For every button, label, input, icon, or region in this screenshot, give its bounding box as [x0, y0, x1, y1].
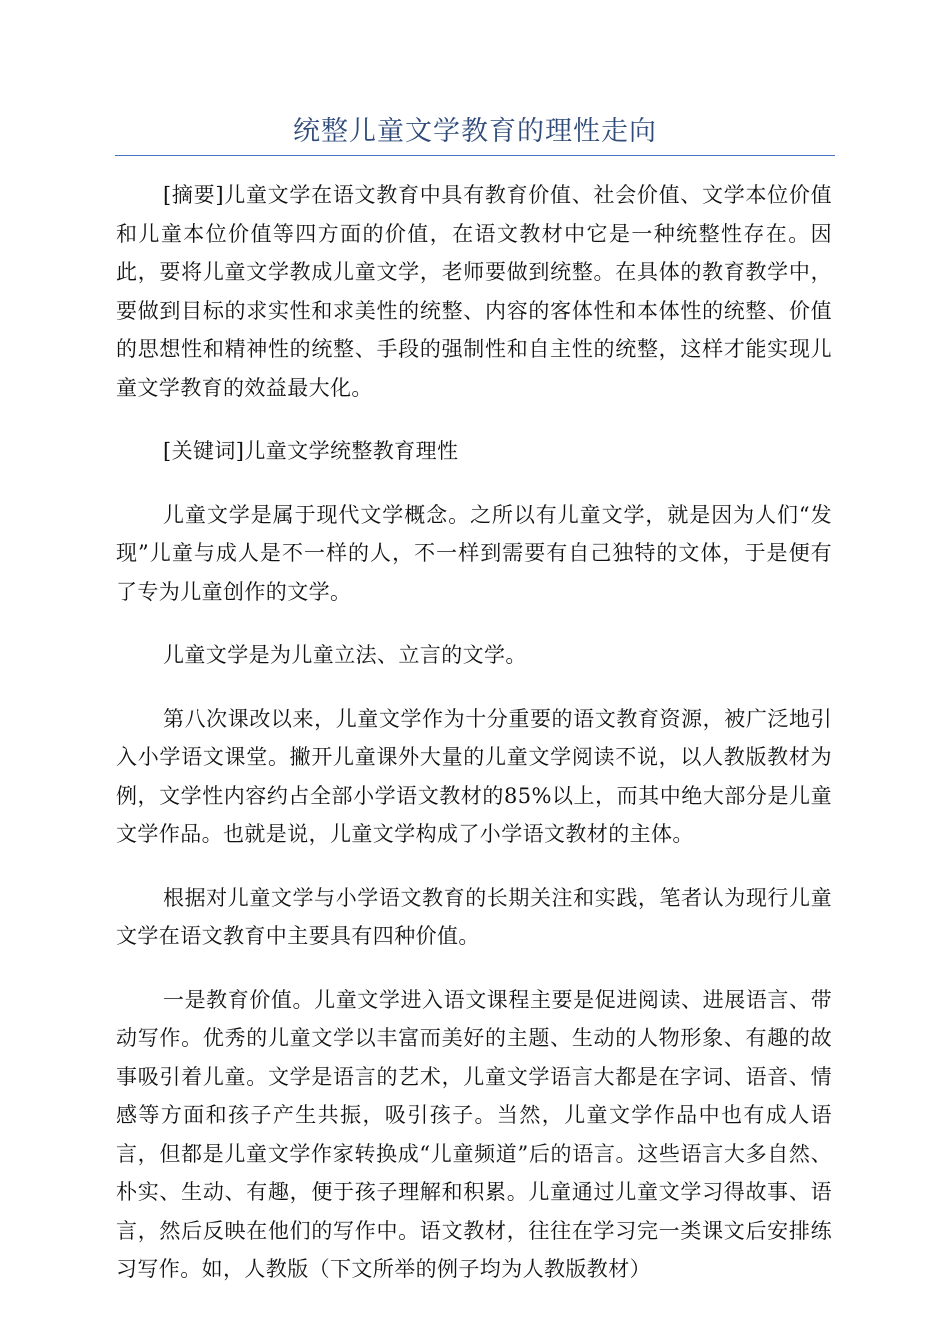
body-paragraph: 儿童文学是为儿童立法、立言的文学。	[163, 643, 527, 667]
body-paragraph: 一是教育价值。儿童文学进入语文课程主要是促进阅读、进展语言、带动写作。优秀的儿童文学以丰富而美好的主题、生动的人物形象、有趣的故事吸引着儿童。文学是语言的艺术，儿童文学语言大都是在字词、语音、情感等方面和孩子产生共振，吸引孩子。当然，儿童文学作品中也有成人语言，但都是儿童文学作家转换成“儿童频道”后的语言。这些语言大多自然、朴实、生动、有趣，便于孩子理解和积累。儿童通过儿童文学习得故事、语言，然后反映在他们的写作中。语文教材，往往在学习完一类课文后安排练习写作。如，人教版（下文所举的例子均为人教版教材）	[116, 987, 832, 1281]
body-paragraph: 根据对儿童文学与小学语文教育的长期关注和实践，笔者认为现行儿童文学在语文教育中主要具有四种价值。	[116, 885, 832, 948]
title-underline	[115, 155, 835, 156]
document-title: 统整儿童文学教育的理性走向	[293, 116, 657, 147]
keywords-paragraph: [关键词]儿童文学统整教育理性	[163, 439, 459, 463]
abstract-paragraph: [摘要]儿童文学在语文教育中具有教育价值、社会价值、文学本位价值和儿童本位价值等四方面的价值，在语文教材中它是一种统整性存在。因此，要将儿童文学教成儿童文学，老师要做到统整。在具体的教育教学中，要做到目标的求实性和求美性的统整、内容的客体性和本体性的统整、价值的思想性和精神性的统整、手段的强制性和自主性的统整，这样才能实现儿童文学教育的效益最大化。	[116, 183, 832, 400]
document-body	[116, 176, 832, 1314]
body-paragraph: 儿童文学是属于现代文学概念。之所以有儿童文学，就是因为人们“发现”儿童与成人是不一样的人，不一样到需要有自己独特的文体，于是便有了专为儿童创作的文学。	[116, 502, 832, 604]
body-paragraph: 第八次课改以来，儿童文学作为十分重要的语文教育资源，被广泛地引入小学语文课堂。撇开儿童课外大量的儿童文学阅读不说，以人教版教材为例，文学性内容约占全部小学语文教材的85%以上，而其中绝大部分是儿童文学作品。也就是说，儿童文学构成了小学语文教材的主体。	[116, 706, 832, 846]
